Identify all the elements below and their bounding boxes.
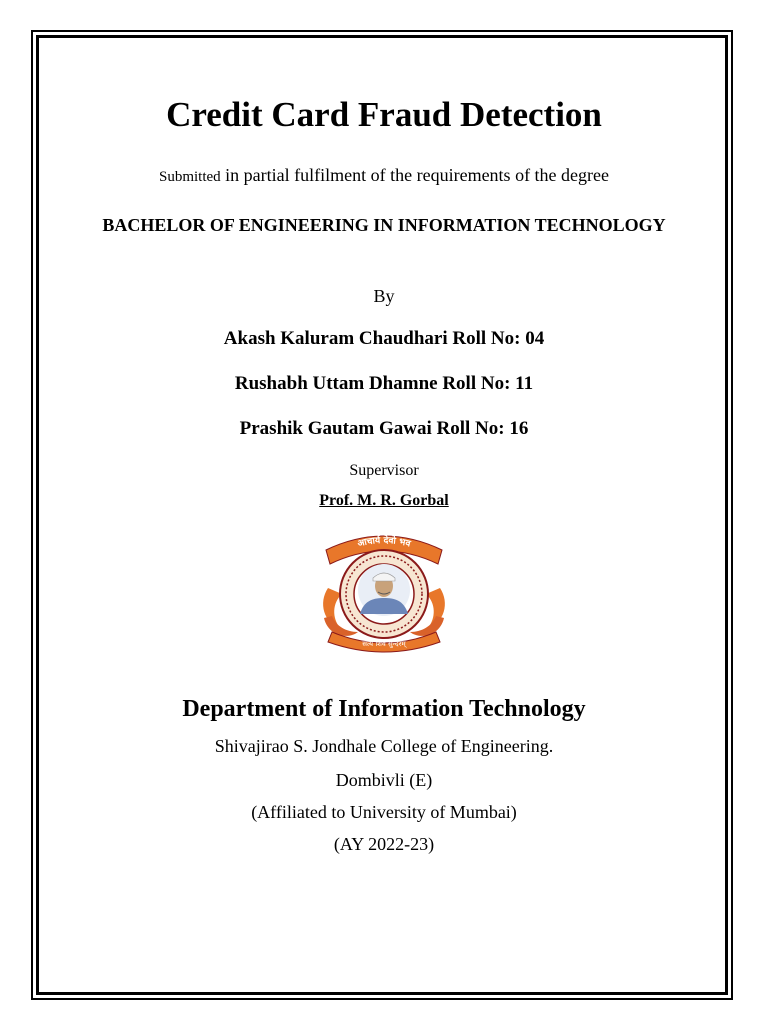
report-title: Credit Card Fraud Detection xyxy=(166,95,602,134)
logo-banner-text: आचार्य देवो भव xyxy=(356,535,412,550)
degree-name: BACHELOR OF ENGINEERING IN INFORMATION TECHNOLOGY xyxy=(102,215,666,235)
submission-text: in partial fulfilment of the requirements of the degree xyxy=(220,165,610,185)
college-logo xyxy=(318,528,450,656)
college-emblem-icon xyxy=(318,528,450,656)
supervisor-label: Supervisor xyxy=(349,462,419,479)
college-location: Dombivli (E) xyxy=(335,770,433,790)
department-name: Department of Information Technology xyxy=(182,696,586,722)
logo-bottom-text: सत्यं शिवं सुन्दरम् xyxy=(362,640,406,648)
academic-year: (AY 2022-23) xyxy=(333,834,435,854)
college-name: Shivajirao S. Jondhale College of Engineering. xyxy=(214,736,554,756)
team-member: Rushabh Uttam Dhamne Roll No: 11 xyxy=(234,373,534,394)
team-member: Akash Kaluram Chaudhari Roll No: 04 xyxy=(223,328,545,349)
supervisor-name: Prof. M. R. Gorbal xyxy=(319,492,449,509)
submission-statement xyxy=(0,165,768,186)
submission-prefix: Submitted xyxy=(158,169,221,185)
by-label: By xyxy=(373,286,395,306)
team-member: Prashik Gautam Gawai Roll No: 16 xyxy=(239,418,529,439)
college-affiliation: (Affiliated to University of Mumbai) xyxy=(251,802,517,822)
